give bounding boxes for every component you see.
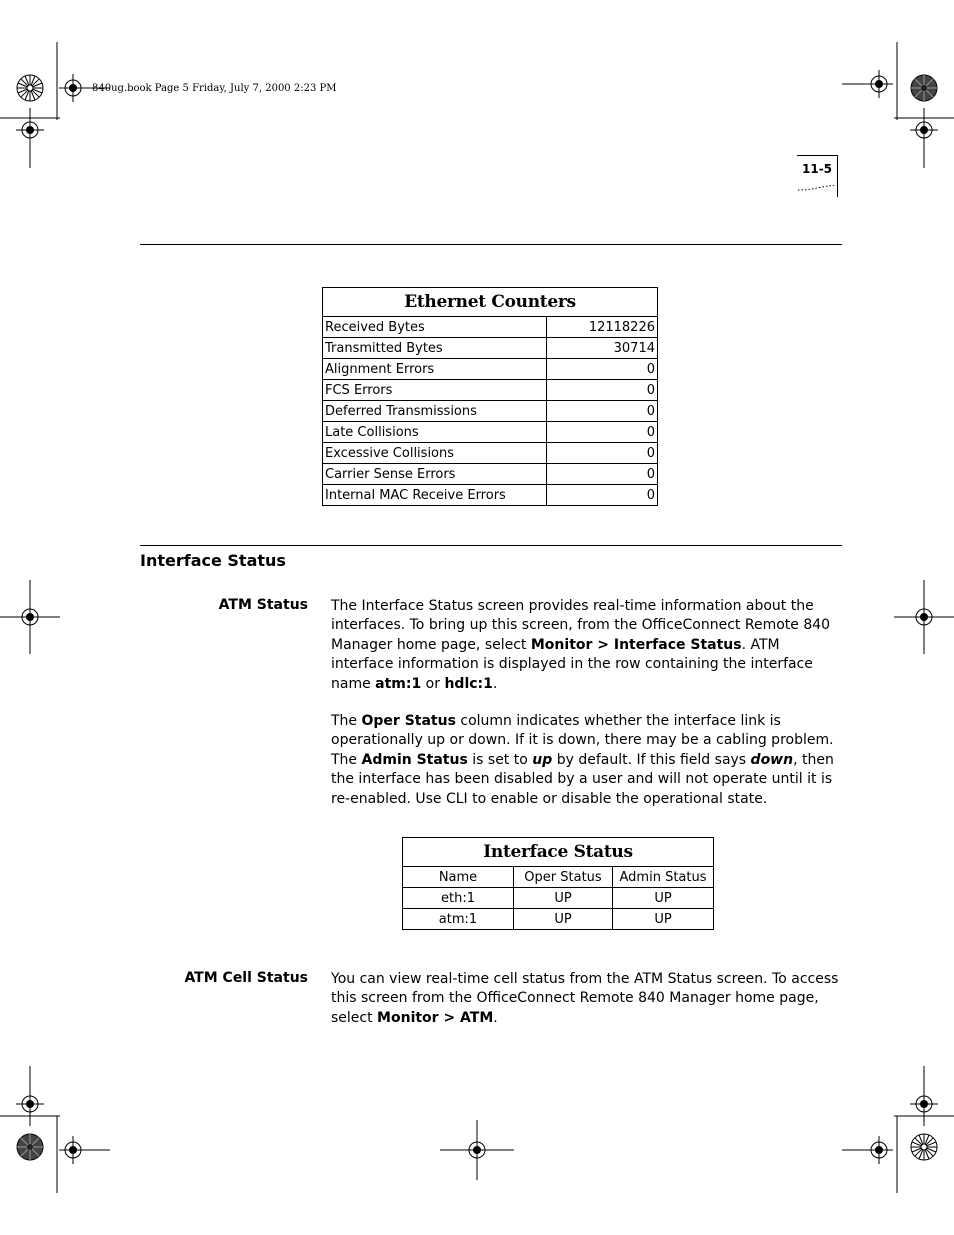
table-row [323,485,658,506]
atm-cell-status-heading: ATM Cell Status [184,970,308,986]
counter-value: 30714 [547,338,658,359]
interface-status-title: Interface Status [403,838,714,867]
table-header-row [403,867,714,888]
table-cell: atm:1 [403,909,514,930]
counter-value: 0 [547,359,658,380]
counter-value: 0 [547,422,658,443]
table-cell: eth:1 [403,888,514,909]
table-row [323,317,658,338]
table-cell: UP [514,909,613,930]
atm-status-paragraph-2: The Oper Status column indicates whether the interface link is operationally up or down. If it is down, there may be a cabling problem. The Admin Status is set to up by default. If this field says down, then the interface has been disabled by a user and will not operate until it is re-enabled. Use CLI to enable or disable the operational state. [331,713,834,807]
table-row [323,359,658,380]
book-header-meta: 840ug.book Page 5 Friday, July 7, 2000 2:23 PM [92,83,337,94]
table-row [403,909,714,930]
table-cell: UP [514,888,613,909]
top-rule [140,244,842,245]
counter-label: Excessive Collisions [323,443,547,464]
table-row [323,464,658,485]
counter-value: 0 [547,401,658,422]
table-row [323,401,658,422]
section-rule [140,545,842,546]
counter-label: Deferred Transmissions [323,401,547,422]
atm-cell-status-paragraph: You can view real-time cell status from the ATM Status screen. To access this screen from the OfficeConnect Remote 840 Manager home page, select Monitor > ATM. [331,971,839,1026]
counter-label: FCS Errors [323,380,547,401]
table-cell: UP [613,909,714,930]
page-number-box-side [837,155,838,197]
counter-value: 12118226 [547,317,658,338]
ethernet-counters-title: Ethernet Counters [323,288,658,317]
column-header: Name [403,867,514,888]
atm-status-paragraph-1: The Interface Status screen provides real-time information about the interfaces. To bring up this screen, from the OfficeConnect Remote 840 Manager home page, select Monitor > Interface Status. ATM interface information is displayed in the row containing the interface name atm:1 or hdlc:1. [331,598,831,692]
column-header: Oper Status [514,867,613,888]
counter-label: Late Collisions [323,422,547,443]
counter-value: 0 [547,380,658,401]
page-number-box-top [797,155,838,156]
table-row [323,422,658,443]
column-header: Admin Status [613,867,714,888]
ethernet-counters-table [322,287,658,506]
counter-value: 0 [547,443,658,464]
counter-label: Alignment Errors [323,359,547,380]
counter-value: 0 [547,485,658,506]
counter-label: Carrier Sense Errors [323,464,547,485]
counter-value: 0 [547,464,658,485]
table-row [323,380,658,401]
counter-label: Internal MAC Receive Errors [323,485,547,506]
page-number-dotted-decoration [797,185,837,191]
section-title: Interface Status [140,551,286,570]
interface-status-table [402,837,714,930]
page-number: 11-5 [802,162,833,176]
atm-status-heading: ATM Status [218,597,308,613]
table-cell: UP [613,888,714,909]
counter-label: Received Bytes [323,317,547,338]
table-row [403,888,714,909]
table-row [323,443,658,464]
table-row [323,338,658,359]
counter-label: Transmitted Bytes [323,338,547,359]
